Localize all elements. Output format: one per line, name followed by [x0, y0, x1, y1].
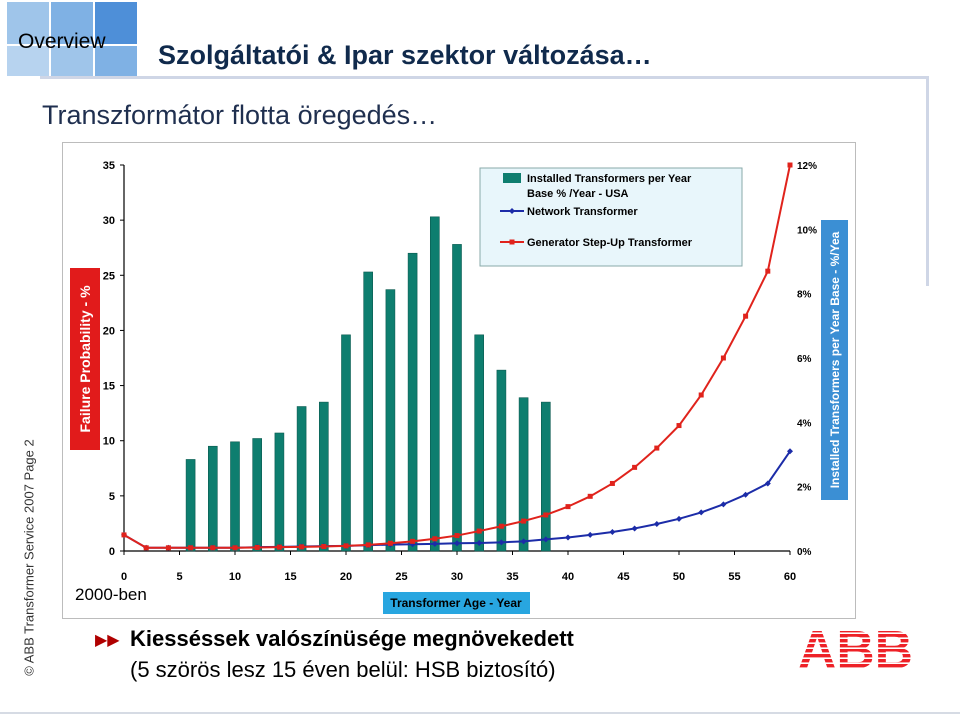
gsu-series-point	[654, 446, 659, 451]
gsu-series-point	[588, 494, 593, 499]
gsu-series-point	[166, 545, 171, 550]
y-tick-label: 35	[102, 160, 115, 172]
xlabel-text: Transformer Age - Year	[390, 596, 522, 610]
overview-label[interactable]: Overview	[18, 30, 106, 53]
gsu-series-point	[743, 314, 748, 319]
gsu-series-point	[277, 545, 282, 550]
network-series-point	[698, 509, 704, 515]
gsu-series-point	[521, 519, 526, 524]
network-series-point	[609, 529, 615, 535]
network-series-point	[654, 521, 660, 527]
y-tick-label: 25	[102, 270, 115, 283]
ylabel-text: Failure Probability - %	[77, 285, 93, 433]
gsu-series-point	[499, 524, 504, 529]
y-tick-label: 0	[108, 546, 115, 558]
gsu-series-point	[344, 543, 349, 548]
bar-installed	[186, 459, 195, 551]
gsu-series-point	[233, 545, 238, 550]
x-tick-label: 25	[395, 571, 408, 583]
gsu-series-point	[677, 423, 682, 428]
gsu-series-point	[432, 536, 437, 541]
gsu-series-point	[632, 465, 637, 470]
x-tick-label: 60	[783, 571, 797, 583]
x-tick-label: 40	[561, 571, 575, 583]
bar-installed	[453, 244, 462, 551]
y2-tick-label: 10%	[797, 225, 818, 237]
abb-logo-text: ABB	[798, 624, 913, 670]
bar-installed	[231, 442, 240, 551]
y-tick-label: 10	[102, 435, 115, 448]
x-tick-label: 35	[506, 571, 519, 583]
bar-installed	[297, 407, 306, 551]
y2-tick-label: 12%	[797, 161, 818, 172]
legend-bars-swatch	[503, 173, 521, 183]
gsu-series-point	[210, 545, 215, 550]
bar-installed	[541, 402, 550, 551]
x-tick-label: 20	[339, 571, 353, 583]
bar-installed	[208, 446, 217, 551]
gsu-series-point	[765, 269, 770, 274]
gsu-series-point	[477, 529, 482, 534]
gsu-series-point	[255, 545, 260, 550]
legend-bars-label-1: Installed Transformers per Year	[527, 173, 692, 185]
y-tick-label: 5	[108, 490, 115, 503]
copyright-page-label: © ABB Transformer Service 2007 Page 2	[21, 439, 37, 676]
legend-gsu-label: Generator Step-Up Transformer	[527, 237, 693, 249]
x-tick-label: 5	[176, 571, 183, 583]
bar-installed	[386, 290, 395, 551]
bar-installed	[364, 272, 373, 551]
gsu-series-point	[455, 533, 460, 538]
bullet-line-2: (5 szörös lesz 15 éven belül: HSB biztosító)	[130, 657, 556, 682]
network-series-point	[720, 501, 726, 507]
abb-logo	[798, 624, 913, 670]
slide-title: Szolgáltatói & Ipar szektor változása…	[158, 40, 652, 70]
bar-installed	[319, 402, 328, 551]
x-tick-label: 45	[617, 571, 630, 583]
bar-installed	[253, 439, 262, 551]
slide-subtitle: Transzformátor flotta öregedés…	[42, 100, 438, 130]
legend-network-label: Network Transformer	[527, 206, 638, 218]
gsu-series-point	[321, 544, 326, 549]
bullet-arrow-icon: ▶▶	[95, 630, 120, 649]
bar-installed	[519, 398, 528, 551]
network-series-point	[632, 525, 638, 531]
gsu-series-point	[299, 544, 304, 549]
bar-installed	[342, 335, 351, 551]
y2-tick-label: 0%	[797, 547, 812, 558]
x-tick-label: 0	[120, 571, 128, 583]
footer-divider	[0, 712, 960, 714]
x-tick-label: 55	[728, 571, 741, 583]
bullet-line-1: Kiesséssek valószínüsége megnövekedett	[130, 626, 574, 651]
x-tick-label: 30	[450, 571, 464, 583]
gsu-series-point	[388, 541, 393, 546]
gsu-series-point	[366, 542, 371, 547]
gsu-series-point	[122, 532, 127, 537]
gsu-series-point	[543, 512, 548, 517]
y2-tick-label: 2%	[797, 482, 812, 494]
gsu-series-point	[144, 545, 149, 550]
gsu-series-point	[788, 163, 793, 168]
network-series-point	[587, 532, 593, 538]
bar-installed	[430, 217, 439, 551]
y2-tick-label: 6%	[797, 354, 812, 365]
y-tick-label: 20	[102, 325, 115, 338]
bar-installed	[475, 335, 484, 551]
x-tick-label: 10	[228, 571, 242, 583]
network-series-point	[676, 516, 682, 522]
gsu-series-point	[699, 392, 704, 397]
x-tick-label: 50	[672, 571, 686, 583]
gsu-series-point	[410, 539, 415, 544]
y2label-text: Installed Transformers per Year Base - %/Yea	[828, 231, 842, 489]
gsu-series-point	[566, 504, 571, 509]
bar-installed	[408, 253, 417, 551]
legend-gsu-marker	[510, 240, 515, 245]
y2-tick-label: 8%	[797, 289, 812, 301]
legend-bars-label-2: Base % /Year - USA	[527, 188, 629, 200]
y-tick-label: 15	[102, 380, 115, 393]
note-year: 2000-ben	[75, 585, 147, 604]
y2-tick-label: 4%	[797, 418, 812, 430]
gsu-series-point	[188, 545, 193, 550]
gsu-series-point	[721, 356, 726, 361]
gsu-series-point	[610, 481, 615, 486]
x-tick-label: 15	[284, 571, 297, 583]
bar-installed	[275, 433, 284, 551]
y-tick-label: 30	[102, 215, 115, 228]
network-series-point	[565, 534, 571, 540]
